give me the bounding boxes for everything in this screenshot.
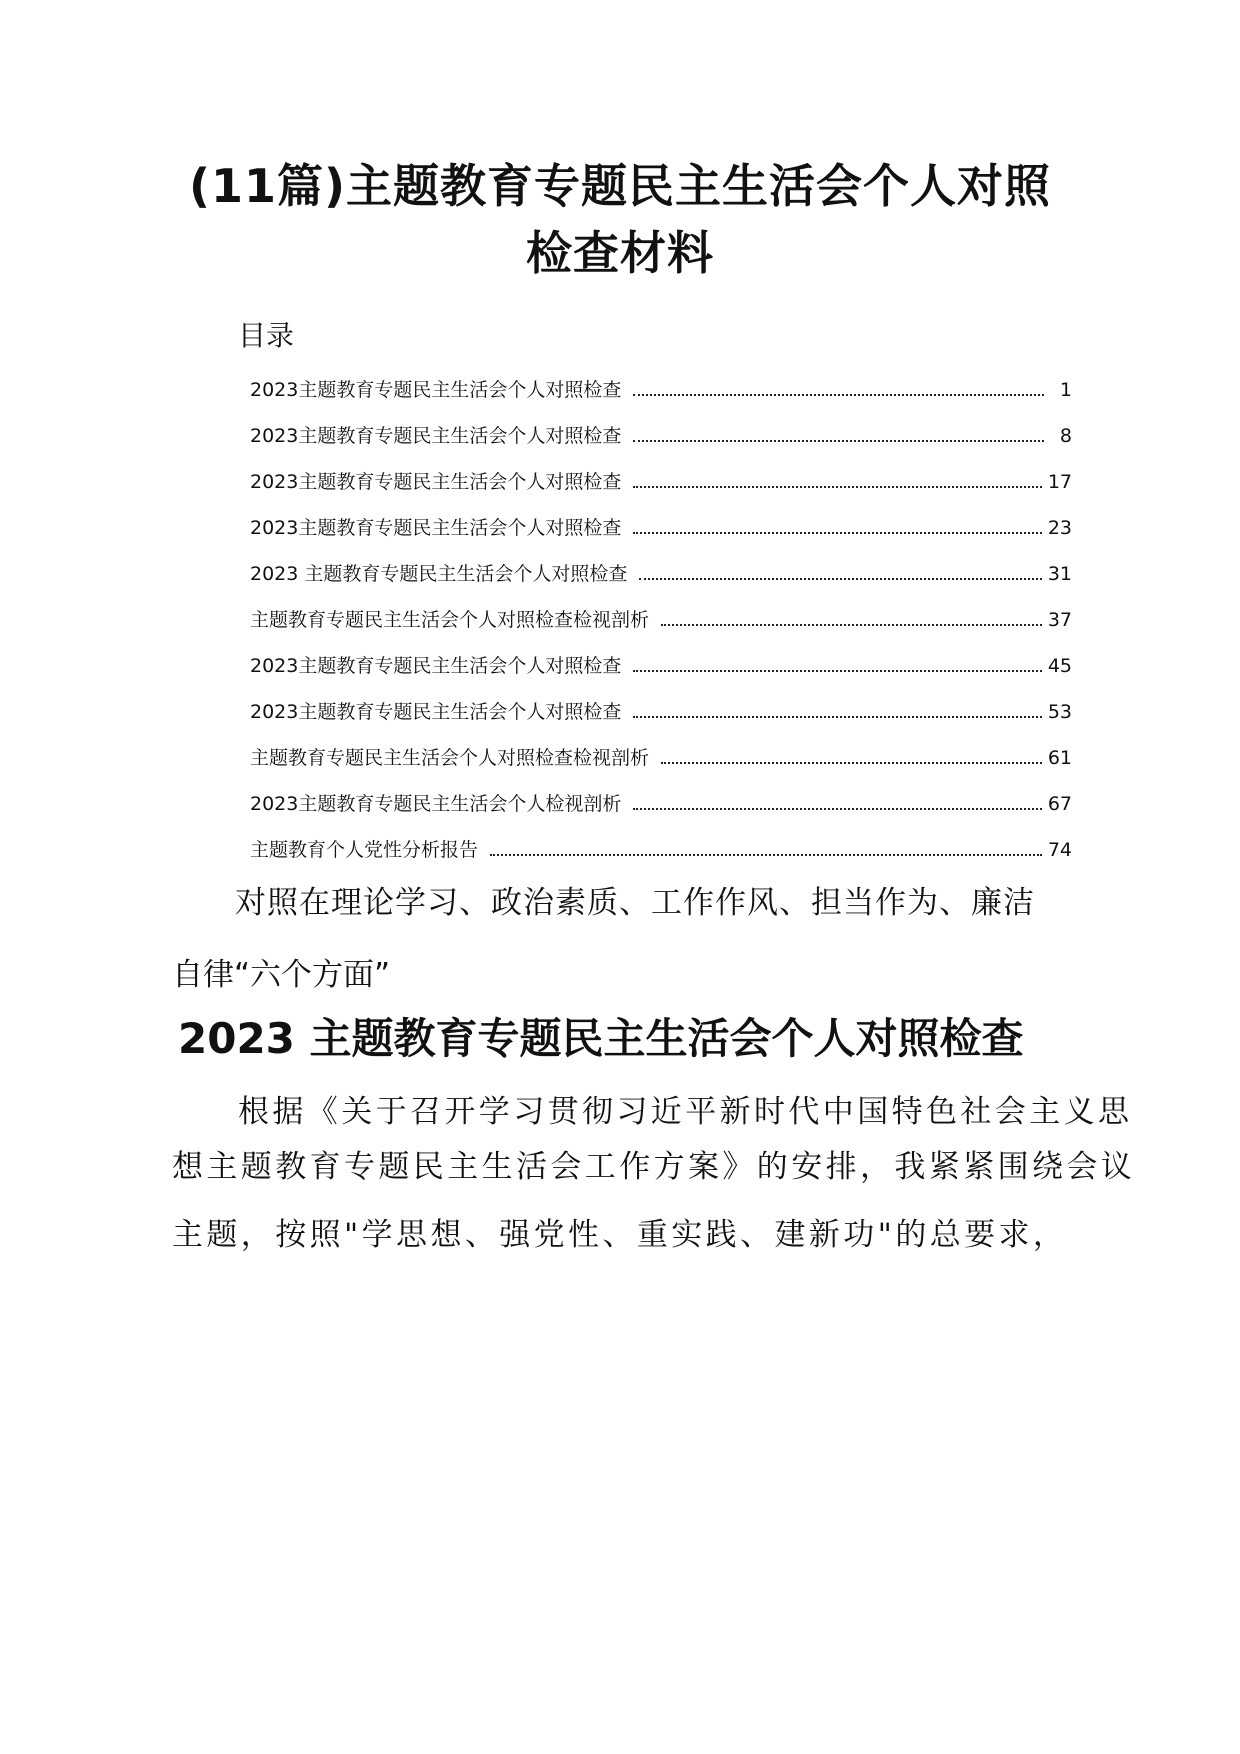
toc-entry-page-number: 67 bbox=[1047, 793, 1072, 815]
toc-entry-title: 2023主题教育专题民主生活会个人对照检查 bbox=[250, 471, 622, 493]
toc-entry-page-number: 37 bbox=[1047, 609, 1072, 631]
toc-entry-title: 2023主题教育专题民主生活会个人对照检查 bbox=[250, 655, 622, 677]
paragraph-line1: 根据《关于召开学习贯彻习近平新时代中国特色社会主义思 bbox=[238, 1094, 1133, 1130]
toc-entry-title: 2023主题教育专题民主生活会个人对照检查 bbox=[250, 425, 622, 447]
toc-entry-title: 2023主题教育专题民主生活会个人对照检查 bbox=[250, 701, 622, 723]
paragraph-line2: 想主题教育专题民主生活会工作方案》的安排，我紧紧围绕会议 bbox=[172, 1149, 1136, 1185]
toc-entry[interactable] bbox=[250, 789, 1072, 819]
intro-text-line2: 自律“六个方面” bbox=[172, 957, 391, 993]
toc-heading: 目录 bbox=[238, 319, 295, 352]
toc-entry-page-number: 61 bbox=[1047, 747, 1072, 769]
paragraph-line3: 主题，按照"学思想、强党性、重实践、建新功"的总要求， bbox=[172, 1217, 1068, 1253]
toc-dot-leader bbox=[633, 531, 1041, 534]
toc-dot-leader bbox=[639, 577, 1041, 580]
toc-entry-title: 2023主题教育专题民主生活会个人对照检查 bbox=[250, 379, 622, 401]
toc-entry[interactable] bbox=[250, 559, 1072, 589]
document-title-line2: 检查材料 bbox=[526, 226, 714, 280]
toc-dot-leader bbox=[490, 853, 1042, 856]
section-heading: 2023 主题教育专题民主生活会个人对照检查 bbox=[178, 1014, 1024, 1063]
toc-entry[interactable] bbox=[250, 605, 1072, 635]
toc-dot-leader bbox=[661, 761, 1042, 764]
toc-dot-leader bbox=[633, 669, 1041, 672]
toc-dot-leader bbox=[633, 807, 1041, 810]
toc-entry-page-number: 23 bbox=[1047, 517, 1072, 539]
toc-entry-title: 主题教育专题民主生活会个人对照检查检视剖析 bbox=[250, 609, 650, 631]
toc-entry-page-number: 17 bbox=[1047, 471, 1072, 493]
toc-entry-title: 2023主题教育专题民主生活会个人检视剖析 bbox=[250, 793, 622, 815]
document-title-line1: (11篇)主题教育专题民主生活会个人对照 bbox=[188, 159, 1052, 213]
toc-entry-page-number: 45 bbox=[1047, 655, 1072, 677]
toc-dot-leader bbox=[633, 393, 1044, 396]
toc-entry-title: 主题教育专题民主生活会个人对照检查检视剖析 bbox=[250, 747, 650, 769]
toc-entry[interactable] bbox=[250, 651, 1072, 681]
toc-entry-page-number: 1 bbox=[1059, 379, 1072, 401]
toc-entry[interactable] bbox=[250, 697, 1072, 727]
toc-entry[interactable] bbox=[250, 513, 1072, 543]
toc-dot-leader bbox=[661, 623, 1042, 626]
toc-dot-leader bbox=[633, 439, 1044, 442]
toc-entry-page-number: 53 bbox=[1047, 701, 1072, 723]
intro-text-line1: 对照在理论学习、政治素质、工作作风、担当作为、廉洁 bbox=[235, 885, 1035, 921]
toc-entry[interactable] bbox=[250, 835, 1072, 865]
toc-entry-page-number: 74 bbox=[1047, 839, 1072, 861]
toc-entry-page-number: 31 bbox=[1047, 563, 1072, 585]
toc-dot-leader bbox=[633, 485, 1041, 488]
toc-entry[interactable] bbox=[250, 421, 1072, 451]
toc-entry-title: 2023主题教育专题民主生活会个人对照检查 bbox=[250, 517, 622, 539]
toc-entry-title: 主题教育个人党性分析报告 bbox=[250, 839, 479, 861]
toc-entry[interactable] bbox=[250, 743, 1072, 773]
toc-entry-title: 2023 主题教育专题民主生活会个人对照检查 bbox=[250, 563, 628, 585]
toc-entry[interactable] bbox=[250, 375, 1072, 405]
toc-entry[interactable] bbox=[250, 467, 1072, 497]
toc-entry-page-number: 8 bbox=[1059, 425, 1072, 447]
toc-dot-leader bbox=[633, 715, 1041, 718]
